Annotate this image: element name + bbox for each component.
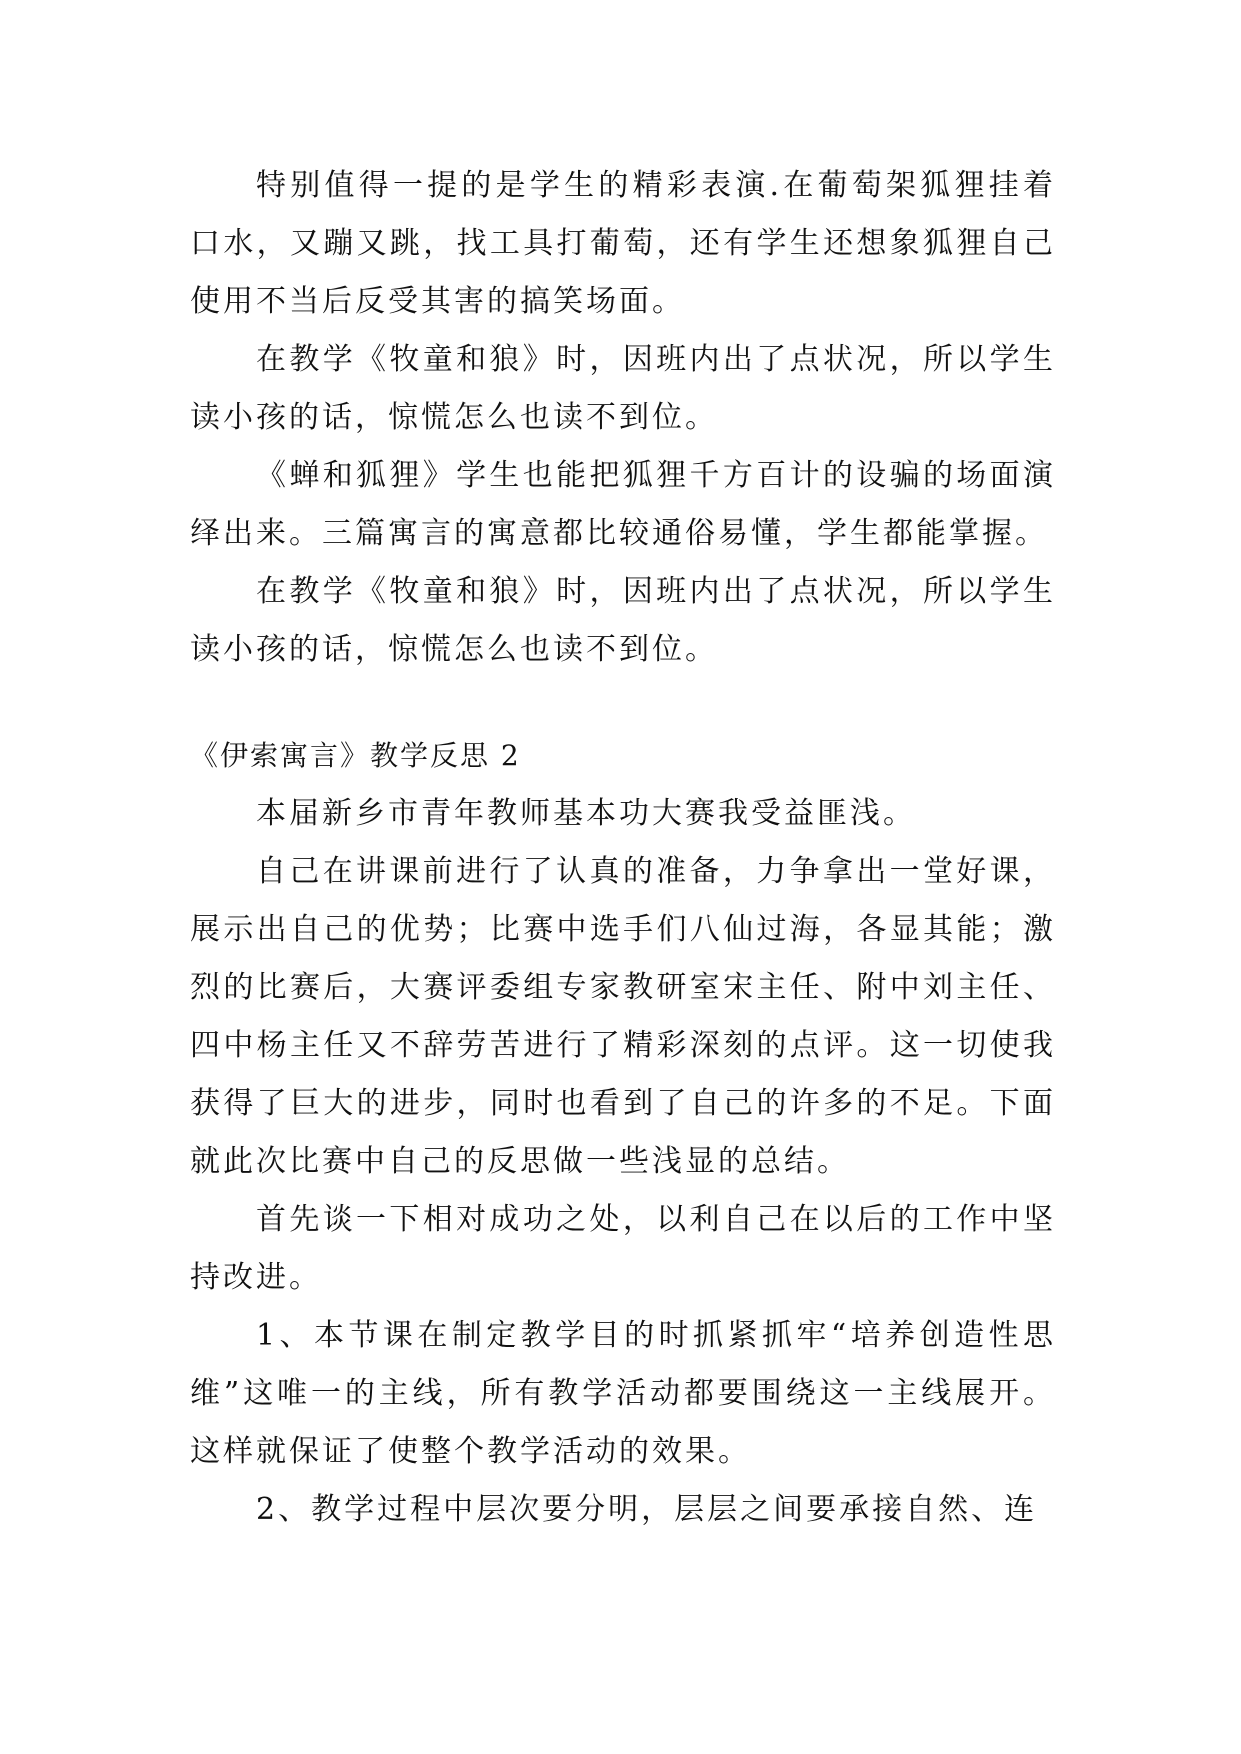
paragraph-success-intro: 首先谈一下相对成功之处，以利自己在以后的工作中坚持改进。 xyxy=(190,1202,1056,1295)
paragraph-cicada-fox: 《蝉和狐狸》学生也能把狐狸千方百计的设骗的场面演绎出来。三篇寓言的寓意都比较通俗易懂，学生都能掌握。 xyxy=(190,458,1056,551)
paragraph-performance: 特别值得一提的是学生的精彩表演.在葡萄架狐狸挂着口水，又蹦又跳，找工具打葡萄，还有学生还想象狐狸自己使用不当后反受其害的搞笑场面。 xyxy=(190,168,1056,319)
paragraph-preparation: 自己在讲课前进行了认真的准备，力争拿出一堂好课，展示出自己的优势；比赛中选手们八仙过海，各显其能；激烈的比赛后，大赛评委组专家教研室宋主任、附中刘主任、四中杨主任又不辞劳苦进行了精彩深刻的点评。这一切使我获得了巨大的进步，同时也看到了自己的许多的不足。下面就此次比赛中自己的反思做一些浅显的总结。 xyxy=(190,854,1056,1179)
paragraph-competition-benefit: 本届新乡市青年教师基本功大赛我受益匪浅。 xyxy=(256,796,916,831)
paragraph-point-1: 1、本节课在制定教学目的时抓紧抓牢“培养创造性思维”这唯一的主线，所有教学活动都要围绕这一主线展开。这样就保证了使整个教学活动的效果。 xyxy=(190,1318,1056,1469)
document-body xyxy=(190,157,1056,1539)
section-heading: 《伊索寓言》教学反思 2 xyxy=(190,739,521,772)
paragraph-point-2: 2、教学过程中层次要分明，层层之间要承接自然、连 xyxy=(256,1492,1038,1527)
paragraph-shepherd-boy-repeat: 在教学《牧童和狼》时，因班内出了点状况，所以学生读小孩的话，惊慌怎么也读不到位。 xyxy=(190,574,1056,667)
paragraph-shepherd-boy: 在教学《牧童和狼》时，因班内出了点状况，所以学生读小孩的话，惊慌怎么也读不到位。 xyxy=(190,342,1056,435)
